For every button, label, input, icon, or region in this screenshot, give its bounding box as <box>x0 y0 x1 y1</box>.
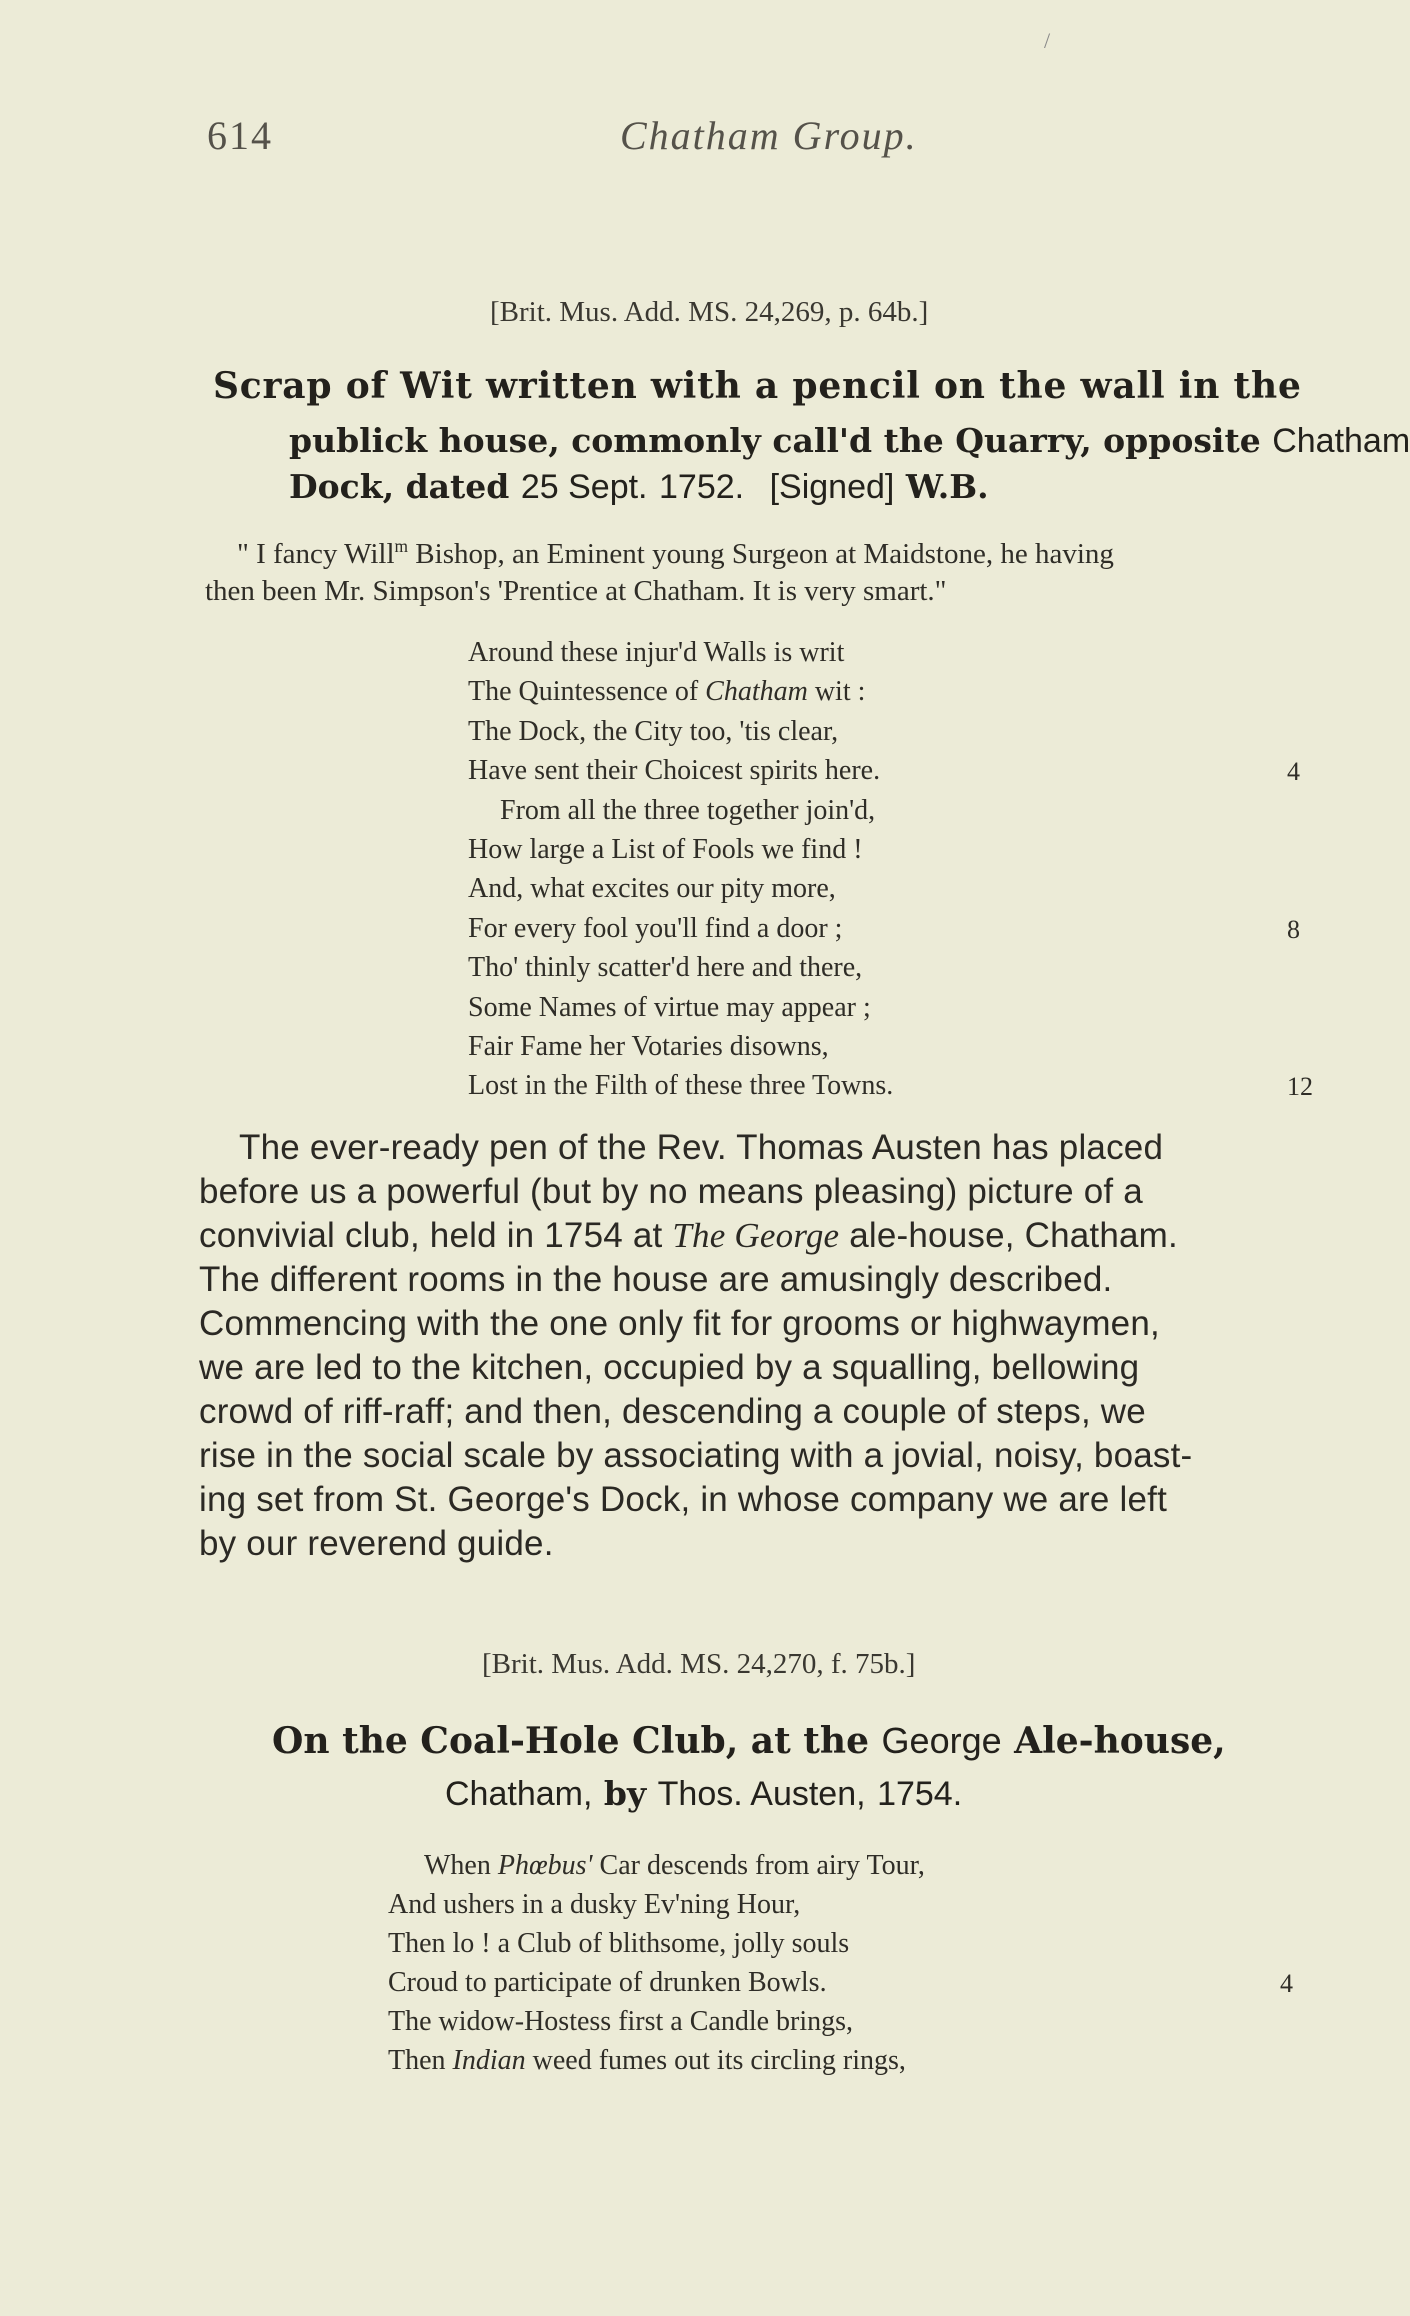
prose-line: ing set from St. George's Dock, in whose company we are left <box>199 1480 1167 1519</box>
title-line2-place: Chatham <box>1272 422 1410 460</box>
verse-line: For every fool you'll find a door ; <box>468 912 843 944</box>
line-number: 4 <box>1287 757 1300 787</box>
source-reference-2: [Brit. Mus. Add. MS. 24,270, f. 75b.] <box>482 1648 916 1680</box>
title-line3-signed: [Signed] <box>769 468 895 506</box>
editor-note-line1: " I fancy Will$^m$ Bishop, an Eminent young Surgeon at Maidstone, he having <box>237 536 1114 570</box>
section2-title-line1: On the Coal-Hole Club, at the George Ale-house, <box>272 1720 1226 1762</box>
verse-line: Have sent their Choicest spirits here. <box>468 755 881 787</box>
title-line2-gothic: publick house, commonly call'd the Quarry, opposite <box>289 421 1261 460</box>
source-reference-1: [Brit. Mus. Add. MS. 24,269, p. 64b.] <box>490 296 929 328</box>
line-number: 8 <box>1287 914 1300 944</box>
verse-line: The widow-Hostess first a Candle brings, <box>388 2006 854 2037</box>
verse-line: And, what excites our pity more, <box>468 873 836 905</box>
page-number: 614 <box>207 113 273 158</box>
section1-title-line3 <box>289 467 989 507</box>
verse-line: Around these injur'd Walls is writ <box>468 637 845 668</box>
line-number: 12 <box>1287 1072 1313 1102</box>
verse-line: The Dock, the City too, 'tis clear, <box>468 715 839 747</box>
prose-line: crowd of riff-raff; and then, descending a couple of steps, we <box>199 1392 1146 1431</box>
verse-line: The Quintessence of Chatham wit : <box>468 676 866 708</box>
prose-line: rise in the social scale by associating with a jovial, noisy, boast- <box>199 1436 1193 1475</box>
corner-mark: / <box>1044 28 1051 53</box>
prose-line: by our reverend guide. <box>199 1524 554 1563</box>
title-line3-initials: W.B. <box>905 467 989 506</box>
section1-title-line2 <box>289 421 1410 461</box>
title-line3-date: 25 Sept. <box>520 468 648 506</box>
running-title: Chatham Group. <box>620 113 918 158</box>
editor-note-line2: then been Mr. Simpson's 'Prentice at Chatham. It is very smart." <box>205 575 947 607</box>
section1-title-line1: Scrap of Wit written with a pencil on the wall in the <box>213 365 1302 407</box>
verse-line: Tho' thinly scatter'd here and there, <box>468 952 863 984</box>
title-line3-year: 1752. <box>659 468 745 506</box>
title-line3-dock: Dock, dated <box>289 467 510 506</box>
verse-line: And ushers in a dusky Ev'ning Hour, <box>388 1889 801 1920</box>
line-number: 4 <box>1280 1969 1293 1998</box>
verse-line: From all the three together join'd, <box>500 794 876 826</box>
prose-line: we are led to the kitchen, occupied by a squalling, bellowing <box>199 1348 1140 1387</box>
prose-line: Commencing with the one only fit for grooms or highwaymen, <box>199 1304 1160 1343</box>
verse-line: Then Indian weed fumes out its circling rings, <box>388 2045 906 2076</box>
prose-line: The different rooms in the house are amusingly described. <box>199 1260 1113 1299</box>
section2-title-line2: Chatham, by Thos. Austen, 1754. <box>445 1774 963 1813</box>
verse-line: Then lo ! a Club of blithsome, jolly souls <box>388 1928 850 1959</box>
prose-line: before us a powerful (but by no means pleasing) picture of a <box>199 1172 1143 1211</box>
verse-line: Fair Fame her Votaries disowns, <box>468 1031 829 1062</box>
verse-line: How large a List of Fools we find ! <box>468 834 863 865</box>
prose-line: convivial club, held in 1754 at The George ale-house, Chatham. <box>199 1216 1178 1255</box>
verse-line: Lost in the Filth of these three Towns. <box>468 1070 894 1102</box>
verse-line: Croud to participate of drunken Bowls. <box>388 1967 827 1998</box>
verse-line: Some Names of virtue may appear ; <box>468 991 871 1023</box>
verse-line: When Phœbus' Car descends from airy Tour, <box>424 1850 925 1881</box>
prose-line: The ever-ready pen of the Rev. Thomas Austen has placed <box>239 1128 1164 1167</box>
